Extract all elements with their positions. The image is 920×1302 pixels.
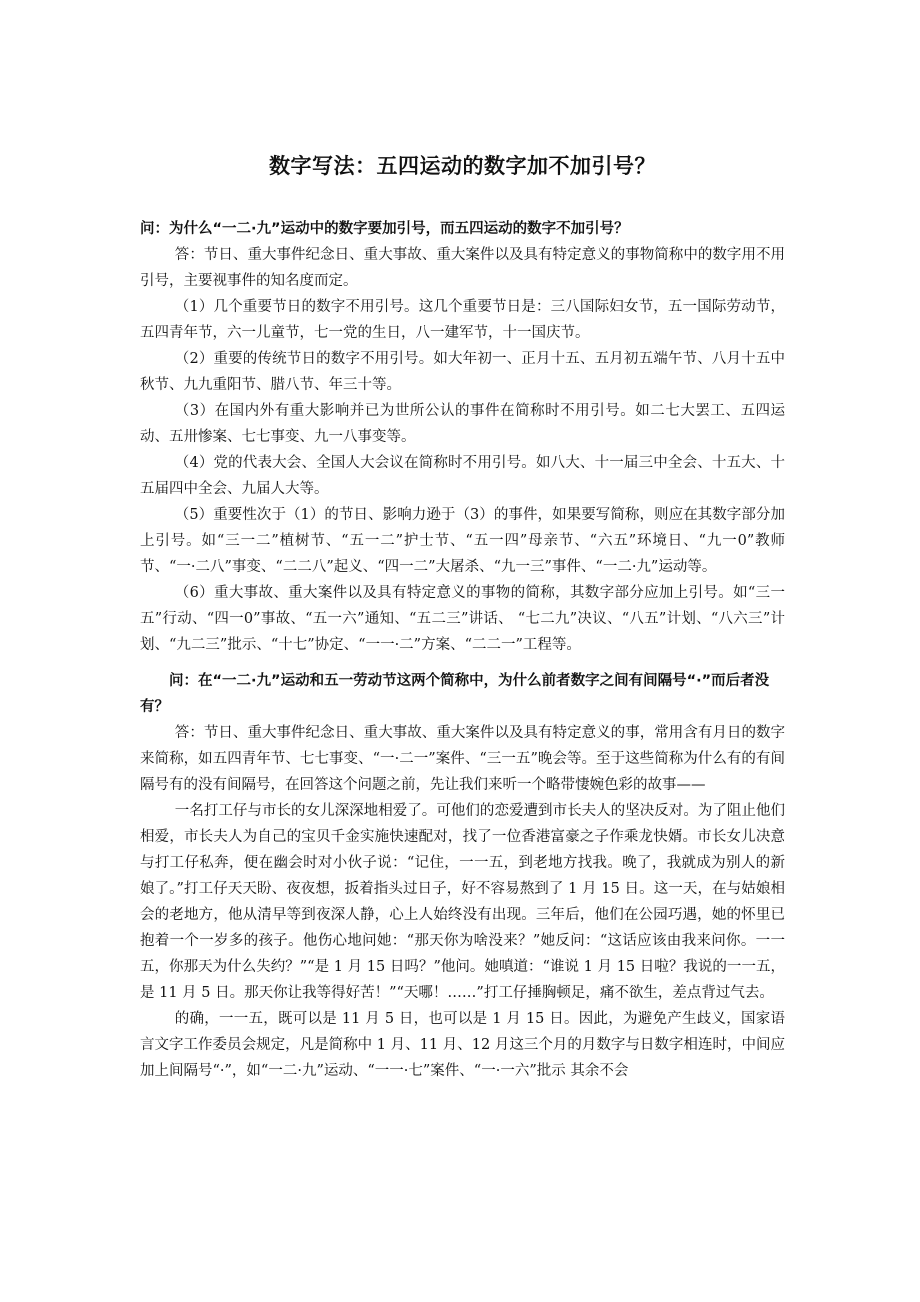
question-2: 问：在“一二·九”运动和五一劳动节这两个简称中，为什么前者数字之间有间隔号“·”而后者没有？ bbox=[140, 673, 770, 715]
answer-paragraph: （4）党的代表大会、全国人大会议在简称时不用引号。如八大、十一届三中全会、十五大、十五届四中全会、九届人大等。 bbox=[140, 455, 785, 497]
answer-paragraph: 答：节日、重大事件纪念日、重大事故、重大案件以及具有特定意义的事物简称中的数字用不用引号，主要视事件的知名度而定。 bbox=[140, 247, 785, 289]
answer-paragraph: （3）在国内外有重大影响并已为世所公认的事件在简称时不用引号。如二七大罢工、五四运动、五卅惨案、七七事变、九一八事变等。 bbox=[140, 403, 785, 445]
story-paragraph: 一名打工仔与市长的女儿深深地相爱了。可他们的恋爱遭到市长夫人的坚决反对。为了阻止他们相爱，市长夫人为自己的宝贝千金实施快速配对，找了一位香港富豪之子作乘龙快婿。市长女儿决意与打工仔私奔，便在幽会时对小伙子说：“记住，一一五，到老地方找我。晚了，我就成为别人的新娘了。”打工仔天天盼、夜夜想，扳着指头过日子，好不容易熬到了 1 月 15 日。这一天，在与姑娘相会的老地方，他从清早等到夜深人静，心上人始终没有出现。三年后，他们在公园巧遇，她的怀里已抱着一个一岁多的孩子。他伤心地问她：“那天你为啥没来？”她反问：“这话应该由我来问你。一一五，你那天为什么失约？”“是 1 月 15 日吗？”他问。她嗔道：“谁说 1 月 15 日啦？我说的一一五，是 11 月 5 日。那天你让我等得好苦！”“天哪！……”打工仔捶胸顿足，痛不欲生，差点背过气去。 bbox=[140, 803, 785, 1001]
question-1: 问：为什么“一二·九”运动中的数字要加引号，而五四运动的数字不加引号？ bbox=[140, 221, 629, 237]
qa-section-2 bbox=[140, 668, 785, 1084]
qa-section-1 bbox=[140, 216, 785, 658]
conclusion-paragraph: 的确，一一五，既可以是 11 月 5 日，也可以是 1 月 15 日。因此，为避免产生歧义，国家语言文字工作委员会规定，凡是简称中 1 月、11 月、12 月这三个月的月数字与日数字相连时，中间应加上间隔号“·”，如“一二·九”运动、“一一·七”案件、“一·一六”批示 其余不会 bbox=[140, 1011, 785, 1079]
answer-paragraph: 答：节日、重大事件纪念日、重大事故、重大案件以及具有特定意义的事，常用含有月日的数字来简称，如五四青年节、七七事变、“一·二一”案件、“三一五”晚会等。至于这些简称为什么有的有间隔号有的没有间隔号，在回答这个问题之前，先让我们来听一个略带悽婉色彩的故事—— bbox=[140, 725, 785, 793]
answer-paragraph: （2）重要的传统节日的数字不用引号。如大年初一、正月十五、五月初五端午节、八月十五中秋节、九九重阳节、腊八节、年三十等。 bbox=[140, 351, 785, 393]
answer-paragraph: （6）重大事故、重大案件以及具有特定意义的事物的简称，其数字部分应加上引号。如“三一五”行动、“四一0”事故、“五一六”通知、“五二三”讲话、 “七二九”决议、“八五”计划、“八六三”计划、“九二三”批示、“十七”协定、“一一·二”方案、“二二一”工程等。 bbox=[140, 585, 785, 653]
page-title: 数字写法：五四运动的数字加不加引号？ bbox=[269, 154, 656, 178]
document-page bbox=[140, 150, 785, 1084]
answer-paragraph: （5）重要性次于（1）的节日、影响力逊于（3）的事件，如果要写简称，则应在其数字部分加上引号。如“三一二”植树节、“五一二”护士节、“五一四”母亲节、“六五”环境日、“九一0”教师节、“一·二八”事变、“二二八”起义、“四一二”大屠杀、“九一三”事件、“一二·九”运动等。 bbox=[140, 507, 785, 575]
section-gap bbox=[140, 658, 785, 668]
answer-paragraph: （1）几个重要节日的数字不用引号。这几个重要节日是：三八国际妇女节，五一国际劳动节，五四青年节，六一儿童节，七一党的生日，八一建军节，十一国庆节。 bbox=[140, 299, 785, 341]
